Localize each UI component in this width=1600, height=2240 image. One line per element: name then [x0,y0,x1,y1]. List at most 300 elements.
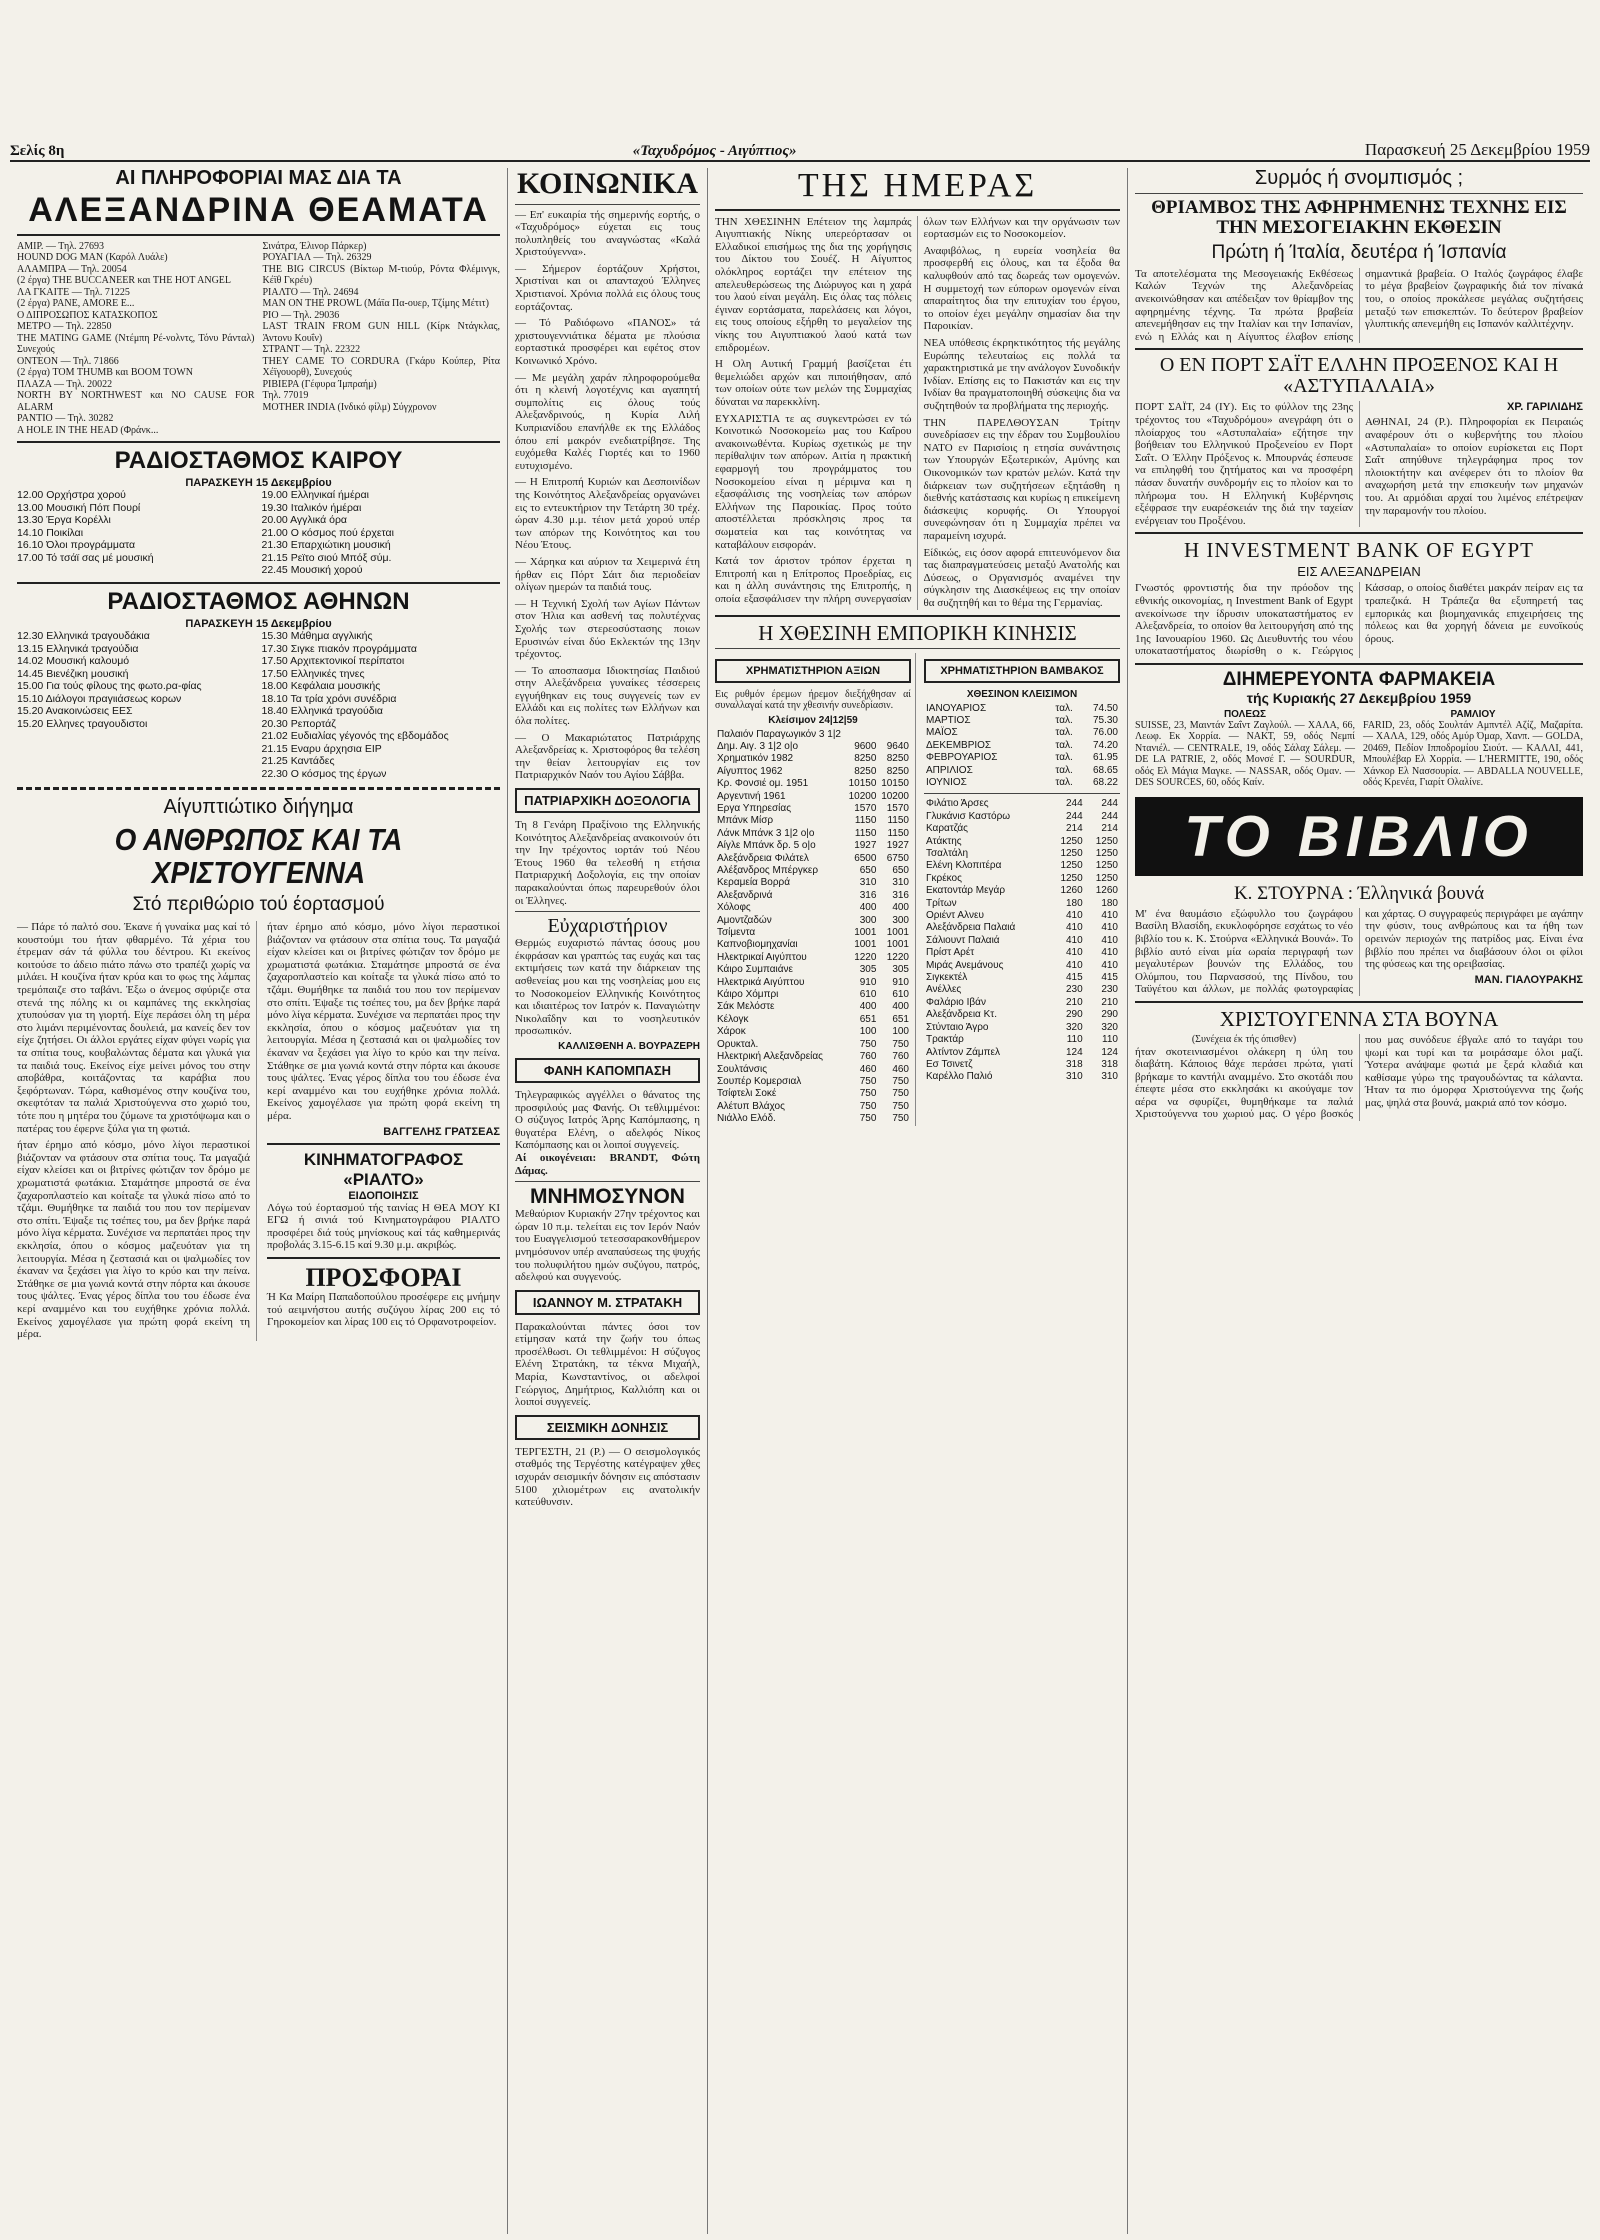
book-body [1135,908,1583,996]
art-body [1135,268,1583,344]
divider [1135,1001,1583,1003]
price-value-cell: 244 [1101,810,1118,822]
price-value-cell: 61.95 [1092,752,1118,764]
price-value-cell: 300 [892,914,909,926]
table-row [715,952,911,964]
table-row [715,1039,911,1051]
pharmacy-col-2 [1363,709,1583,789]
radio-athens-day: ΠΑΡΑΣΚΕΥΗ 15 Δεκεμβρίου [185,618,332,631]
price-name-cell: Αλτίντον Ζάμπελ [926,1046,1000,1058]
divider [715,648,1120,649]
price-name-cell: Αίγλε Μπάνκ δρ. 5 ο|ο [717,840,816,852]
price-value-cell: 1150 [887,827,909,839]
divider [267,1143,500,1145]
story-col-b [267,921,500,1341]
price-value-cell: 651 [859,1013,877,1025]
price-value-cell: 750 [892,1075,909,1087]
radio-entry: 19.00 Ελληνικαί ήμέραι [261,489,370,502]
table-row [924,765,1120,777]
doxology-text: Τη 8 Γενάρη Πραξίνοιο της Ελληνικής Κοινότητος Αλεξανδρείας ανακοινούν ότι την Ιην τρέχοντος ιορτάν τού Νέου Έτους 1960 θα τελεσθή η ετήσια Πατριαρχική Δοξολογία, εις την οποίαν παρακαλούνται όπως παρευρεθούν όλοι οι Έλληνες. [515,819,700,907]
divider [1135,532,1583,534]
radio-entry: 16.10 Όλοι προγράμματα [17,539,136,552]
price-name-cell: Αλεξάνδρεια Κτ. [926,1009,998,1021]
table-row [715,828,911,840]
radio-entry: 12.00 Ορχήστρα χορού [17,489,126,502]
offers-title: ΠΡΟΣΦΟΡΑΙ [305,1262,462,1292]
price-value-cell: 68.22 [1092,776,1118,788]
stock-section [715,653,916,1126]
price-value-cell: 410 [1101,910,1118,922]
art-subtitle: Πρώτη ή Ίταλία, δευτέρα ή Ίσπανία [1211,241,1507,263]
cinema-entry: ΡΟΥΑΓΙΑΛ — Τηλ. 26329 [262,252,372,264]
column-1 [10,168,508,2234]
price-value-cell: ταλ. [1055,776,1073,788]
price-value-cell: 750 [859,1100,877,1112]
social-title: ΚΟΙΝΩΝΙΚΑ [516,168,699,200]
table-row [715,977,911,989]
radio-entry: 13.00 Μουσική Πόπ Πουρί [17,501,141,514]
market-title: Η ΧΘΕΣΙΝΗ ΕΜΠΟΡΙΚΗ ΚΙΝΗΣΙΣ [758,620,1077,645]
table-row [715,1076,911,1088]
price-value-cell: 1150 [854,815,877,827]
divider [715,209,1120,211]
cinema-listing [17,241,500,437]
price-value-cell: 760 [892,1051,909,1063]
price-value-cell: 290 [1101,1009,1118,1021]
table-row [715,902,911,914]
table-row [715,1051,911,1063]
price-name-cell: Πρίστ Αρέτ [926,947,975,959]
radio-entry: 18.00 Κεφάλαια μουσικής [261,680,381,693]
price-value-cell: 310 [892,877,909,889]
price-value-cell: ταλ. [1055,764,1073,776]
table-row [715,815,911,827]
radio-entry: 20.30 Ρεπορτάζ [261,717,336,730]
cinema-entry: LAST TRAIN FROM GUN HILL (Κίρκ Ντάγκλας, Άντονυ Κουΐν) [262,321,500,344]
cinema-notice-sub: ΕΙΔΟΠΟΙΗΣΙΣ [348,1189,419,1202]
radio-entry: 13.15 Ελληνικά τραγούδια [17,642,139,655]
price-value-cell: 750 [892,1038,909,1050]
table-row [715,1026,911,1038]
cinema-entry: ΠΛΑΖΑ — Τηλ. 20022 [17,378,113,390]
radio-entry: 15.30 Μάθημα αγγλικής [261,630,373,643]
cinema-list-right [263,241,501,437]
divider [17,582,500,584]
table-row [715,741,911,753]
cinema-entry: ΡΙΒΙΕΡΑ (Γέφυρα Ίμπραήμ) [262,378,377,390]
book-signature: ΜΑΝ. ΓΙΑΛΟΥΡΑΚΗΣ [1474,973,1583,986]
price-value-cell: 180 [1066,897,1083,909]
price-value-cell: 180 [1101,897,1118,909]
masthead [10,132,1590,162]
price-name-cell: Οριέντ Αλνευ [926,910,984,922]
radio-entry: 15.20 Ανακοινώσεις ΕΕΣ [17,705,133,718]
price-name-cell: Αλεξάνδρεια Φιλάτελ [717,852,809,864]
price-value-cell: 230 [1066,984,1083,996]
price-value-cell: 100 [859,1026,877,1038]
price-name-cell: Καρέλλο Παλιό [926,1071,993,1083]
stock-date: Κλείσιμον 24|12|59 [768,714,858,726]
price-name-cell: Τσίμεντα [717,927,756,939]
cinema-entry: ΛΑ ΓΚΑΙΤΕ — Τηλ. 71225 [17,286,130,298]
divider [17,441,500,443]
book-text: Μ' ένα θαυμάσιο εξώφυλλο του ζωγράφου Βασίλη Βλασίδη, εκυκλοφόρησε εσχάτως το νέο βιβλίο του κ. Κ. Στούρνα «Ελληνικά Βουνά». Το βιβλίο αυτό είναι μία ωραία περιγραφή των μεγαλυτέρων βουνών της Ελλάδος, του Ολύμπου, του Παρνασσού, της Πίνδου, του Ταϋγέτου και άλλων, με πολλάς φωτογραφίας και χάρτας. Ο συγγραφεύς περιγράφει με αγάπην την φύσιν, τους ανθρώπους και τα ήθη των ορεινών περιοχών της πατρίδος μας. Είναι ένα βιβλίο που πρέπει να διαβάσουν όλοι οι φίλοι της φύσεως και της ορειβασίας. [1135,907,1583,996]
seismic-title: ΣΕΙΣΜΙΚΗ ΔΟΝΗΣΙΣ [515,1415,700,1440]
column-4 [1128,168,1590,2234]
radio-entry: 14.45 Βιενέζικη μουσική [17,667,129,680]
table-row [924,935,1120,947]
price-value-cell: 75.30 [1092,714,1118,726]
table-row [924,811,1120,823]
price-name-cell: Φιλάτιο Άρσες [926,798,989,810]
table-row [924,873,1120,885]
radio-entry: 20.00 Αγγλικά όρα [261,514,348,527]
price-value-cell: 1220 [886,951,909,963]
story-col-a [17,921,257,1341]
price-name-cell: Λάνκ Μπάνκ 3 1|2 ο|ο [717,827,815,839]
table-row [924,727,1120,739]
table-row [715,840,911,852]
cinema-entry: THE BIG CIRCUS (Βίκτωρ Μ-τιούρ, Ρόντα Φλέμινγκ, Κέϊθ Γκρέυ) [262,263,500,287]
price-value-cell: 651 [892,1013,909,1025]
of-the-day-body [715,216,1120,610]
price-value-cell: 750 [892,1113,909,1125]
divider [267,1257,500,1259]
price-value-cell: 230 [1101,984,1118,996]
memorial-name: ΙΩΑΝΝΟΥ Μ. ΣΤΡΑΤΑΚΗ [515,1290,700,1315]
price-value-cell: 1001 [886,939,909,951]
price-value-cell: 460 [892,1063,909,1075]
price-name-cell: Μπάνκ Μίσρ [717,815,774,827]
price-name-cell: Τρίτων [926,897,957,909]
price-value-cell: 8250 [854,753,877,765]
cinema-entry: (2 έργα) THE BUCCANEER και THE HOT ANGEL [17,275,232,287]
price-name-cell: Γλυκάνισ Καστόρω [926,810,1011,822]
table-row [924,836,1120,848]
price-name-cell: Αργεντινή 1961 [717,790,786,802]
price-value-cell: 1250 [1095,860,1118,872]
cinema-entry: THEY CAME TO CORDURA (Γκάρυ Κούπερ, Ρίτα Χέϊγουορθ), Συνεχούς [262,355,500,379]
price-name-cell: Ηλεκτρική Αλεξανδρείας [717,1051,823,1063]
price-value-cell: 305 [892,964,909,976]
radio-entry: 18.10 Τα τρία χρόνι συνέδρια [261,692,397,705]
price-name-cell: Γκρέκος [926,872,962,884]
radio-cairo-day: ΠΑΡΑΣΚΕΥΗ 15 Δεκεμβρίου [185,477,332,490]
price-value-cell: ταλ. [1055,714,1073,726]
price-value-cell: 6500 [854,852,877,864]
radio-entry: 22.45 Μουσική χορού [261,564,363,577]
price-value-cell: 1570 [854,802,877,814]
price-value-cell: 1250 [1060,860,1083,872]
cotton-section [924,653,1120,1126]
price-name-cell: Αλεξάνδρεια Παλαιά [926,922,1016,934]
price-value-cell: 316 [859,889,877,901]
greek-consul-signature: ΧΡ. ΓΑΡΙΛΙΔΗΣ [1507,401,1583,414]
social-text-4: — Με μεγάλη χαράν πληροφορούμεθα ότι η κλεινή λογοτέχνις και αγαπητή συμπολίτις εις όλους τούς Αλεξανδρινούς, η Κυρία Λιλή Κυπριανίδου επανήλθε εκ της Ελλάδος όπου επί μακρόν ενεδιατρίβησε. Της ευχόμεθα Καλές Γιορτές και το 1960 ευτυχισμένο. [515,371,700,472]
radio-cairo-right [262,489,501,577]
divider [1135,193,1583,194]
price-value-cell: 750 [859,1038,877,1050]
radio-entry: 17.50 Ελληνικές τηνες [261,667,365,680]
radio-cairo-schedule [17,489,500,577]
radio-entry: 21.15 Εναρυ άρχησια EIP [261,742,382,755]
thanks-text: Θερμώς ευχαριστώ πάντας όσους μου έκφράσαν και γραπτώς τας ευχάς και τας εκτιμήσεις των κατά την διάρκειαν της ασθενείας μου και της νοσηλείας μου εις το Νοσοκομείον Ελληνικής Κοινότητος και ιδιαιτέρως τον Ιατρόν κ. Παναγιώτην Νικολαΐδην και το νοσηλευτικόν προσωπικόν. [515,937,700,1038]
table-row [715,766,911,778]
price-value-cell: 1250 [1060,848,1083,860]
radio-entry: 21.25 Καντάδες [261,755,335,768]
radio-athens-right [262,630,501,780]
story-body [17,921,500,1341]
stock-title: ΧΡΗΜΑΤΙΣΤΗΡΙΟΝ ΑΞΙΩΝ [715,659,911,683]
radio-entry: 13.30 Έργα Κορέλλι [17,514,111,527]
seismic-text: ΤΕΡΓΕΣΤΗ, 21 (Ρ.) — Ο σεισμολογικός σταθμός της Τεργέστης κατέγραψεν χθες ισχυράν σεισμικήν δόνησιν εις απόστασιν 5100 χιλιομέτρων εις ανατολικήν κατεύθυνσιν. [515,1445,701,1509]
day-text-6: ΝΕΑ υπόθεσις έκρηκτικότητος τής μεγάλης Ευρώπης τελευταίως εις πολλά τα χαρακτηριστικά με την ανάλογον Συνοδικήν Ινδίαν. Επίσης εις το Πακιστάν και εις την Ινδίαν θα πραγματοποιηθή σύσκεψις δια να συζητηθούν τα προβλήματα της περιοχής. [923,337,1120,412]
price-value-cell: 244 [1066,810,1083,822]
table-row [924,752,1120,764]
price-value-cell: 400 [859,1001,877,1013]
price-name-cell: Ηλεκτρικαί Αιγύπτου [717,951,807,963]
death-notice-signature: Αί οικογένειαι: BRANDT, Φώτη Δάμας. [515,1151,700,1177]
story-signature: ΒΑΓΓΕΛΗΣ ΓΡΑΤΣΕΑΣ [383,1125,500,1138]
death-notice-title: ΦΑΝΗ ΚΑΠΟΜΠΑΣΗ [515,1058,700,1083]
price-value-cell: 320 [1066,1021,1083,1033]
price-value-cell: 210 [1101,996,1118,1008]
price-value-cell: 1250 [1095,835,1118,847]
table-row [924,715,1120,727]
cinema-notice-title: ΚΙΝΗΜΑΤΟΓΡΑΦΟΣ «ΡΙΑΛΤΟ» [303,1149,464,1189]
price-name-cell: Αίγυπτος 1962 [717,765,783,777]
xmas-body [1135,1034,1583,1121]
price-value-cell: 750 [859,1113,877,1125]
athens-text: ΑΘΗΝΑΙ, 24 (Ρ.). Πληροφορίαι εκ Πειραιώς αναφέρουν ότι ο κυβερνήτης του πλοίου «Αστυπαλαία» το οποίον ευρίσκεται εις Πορτ Σαΐτ απηύθυνε τηλεγράφημα προς τον πλοιοκτήτην και ανέφερεν ότι το πλοίον θα αναχωρήση μετά την επισκευήν των μηχανών του. Αι αρμόδιαι αρχαί του λιμένος επέτρεψαν την παραμονήν του πλοίου. [1365,416,1583,517]
price-name-cell: Ηλεκτρικά Αιγύπτου [717,976,805,988]
cinema-entry: NORTH BY NORTHWEST και NO CAUSE FOR ALARM [17,390,255,413]
radio-entry: 21.02 Ευδιαλίας γέγονός της εβδομάδος [261,730,449,743]
cotton-table [924,703,1120,790]
price-value-cell: 1250 [1095,848,1118,860]
divider [17,234,500,236]
pharmacy-sub: τής Κυριακής 27 Δεκεμβρίου 1959 [1246,689,1472,706]
xmas-text: ήταν σκοτεινιασμένοι ολάκερη η ύλη του διαβάτη. Κάποιος θάχε περάσει πρώτα, γιατί βρήκαμε το καντήλι αναμμένο. Στο σκοτάδι που έπεφτε μέσα στο εκκλησάκι κι ακούγαμε τον αέρα να σφυρίζει, θυμηθήκαμε τα παλιά Χριστούγεννα του χωριού μας. Ο γέρο βοσκός που μας συνόδευε έβγαλε από το ταγάρι του ψωμί και τυρί και τα μοιράσαμε όλοι μαζί. Ύστερα ανάψαμε φωτιά με ξερά κλαδιά και καθίσαμε γύρω της τραγουδώντας τα κάλαντα. Ήταν τα πιο όμορφα Χριστούγεννα της ζωής μας, ψηλά στα βουνά, μακριά από τον κόσμο. [1135,1034,1583,1121]
cinema-entry: ΡΙΑΛΤΟ — Τηλ. 24694 [262,286,359,298]
price-value-cell: 1001 [886,927,909,939]
divider [515,911,700,912]
pharmacy-col1-text: SUISSE, 23, Μαιντάν Σαΐντ Ζαγλούλ. — ΧΑΛΑ, 66, Λεωφ. Εκ Χορρία. — ΝΑΚΤ, 59, οδός Νεμπί Ντανιέλ. — CENTRALE, 19, οδός Σάλαχ Σάλεμ. — DE LA PATRIE, 2, οδός Μονσέ Γ. — SOURDUR, οδός Ελ Μάγια Μαγκε. — NASSAR, οδός Ομαν. — DES SOURCES, 60, οδός Καίν. [1135,719,1355,789]
divider [924,793,1120,794]
price-value-cell: 9640 [886,740,909,752]
table-row [924,898,1120,910]
bank-body [1135,582,1583,658]
price-value-cell: 10150 [848,778,877,790]
price-value-cell: 310 [1101,1071,1118,1083]
price-value-cell [846,729,879,741]
info-big-title: ΑΛΕΞΑΝΔΡΙΝΑ ΘΕΑΜΑΤΑ [28,191,489,229]
offers-text: Ή Κα Μαίρη Παπαδοπούλου προσέφερε εις μνήμην τού αειμνήστου αυτής συζύγου λίρας 200 εις τό Γηροκομείον και λίρας 100 εις τό Ορφανοτροφείον. [267,1291,500,1329]
price-name-cell: Εκατοντάρ Μεγάρ [926,885,1006,897]
price-name-cell: Παλαιόν Παραγωγικόν 3 1|2 [717,728,841,740]
table-row [715,1113,911,1125]
price-name-cell: Αλέξανδρος Μπέργκερ [717,865,819,877]
radio-entry: 18.40 Ελληνικά τραγούδια [261,705,383,718]
price-value-cell: 8250 [886,753,909,765]
price-value-cell: 1927 [854,840,877,852]
price-value-cell: 6750 [886,852,909,864]
column-3 [708,168,1128,2234]
table-row [715,890,911,902]
price-value-cell: 10200 [848,790,877,802]
doxology-title: ΠΑΤΡΙΑΡΧΙΚΗ ΔΟΞΟΛΟΓΙΑ [515,788,700,813]
cinema-entry: ΜΕΤΡΟ — Τηλ. 22850 [17,321,112,333]
fashion-title: Συρμός ή σνομπισμός ; [1254,168,1464,189]
radio-entry: 17.00 Τό τσάϊ σας μέ μουσική [17,551,154,564]
price-name-cell: Καπνοβιομηχανίαι [717,939,798,951]
price-name-cell: Νιάλλο Ελόδ. [717,1113,776,1125]
stock-table [715,729,911,1126]
radio-entry: 22.30 Ο κόσμος της έργων [261,767,387,780]
price-value-cell: 750 [892,1100,909,1112]
radio-entry: 14.02 Μουσική καλουμό [17,655,130,668]
cinema-entry: ΟΝΤΕΟΝ — Τηλ. 71866 [17,355,119,367]
price-name-cell: Σουλτάνσις [717,1063,768,1075]
table-row [715,927,911,939]
cinema-entry: ΑΛΑΜΠΡΑ — Τηλ. 20054 [17,263,127,275]
price-value-cell: 74.50 [1092,702,1118,714]
story-title: Ο ΑΝΘΡΩΠΟΣ ΚΑΙ ΤΑ ΧΡΙΣΤΟΥΓΕΝΝΑ [114,822,403,890]
memorial-title: ΜΝΗΜΟΣΥΝΟΝ [530,1185,685,1209]
price-value-cell: 410 [1066,910,1083,922]
price-value-cell: 410 [1066,947,1083,959]
table-row [715,1101,911,1113]
price-name-cell: Φαλάριο Ιβάν [926,996,986,1008]
table-row [715,865,911,877]
pharmacy-title: ΔΙΗΜΕΡΕΥΟΝΤΑ ΦΑΡΜΑΚΕΙΑ [1222,668,1496,690]
price-value-cell: 316 [892,889,909,901]
price-value-cell: 1150 [887,815,909,827]
price-value-cell: ταλ. [1055,727,1073,739]
price-name-cell: Κάιρο Χόμπρι [717,989,779,1001]
day-text-3: ΕΥΧΑΡΙΣΤΙΑ τε ας συγκεντρώσει εν τώ Κοινοτικώ Νοσοκομείω μας του Καΐρου ανακοινωθέντα. Κυρίως σχετικώς με την περίθαλψιν των απόρων. Αιτία η πρακτική εφαρμογή του προγράμματος του Νοσοκομείου είναι η μέριμνα και η εξασφάλισις της νοσηλείας των απόρων Ελλήνων της Παροικίας. Προς τούτο αποστέλλεται πρόσκλησις προς τα σωματεία και τας κοινότητας να καταβάλουν εισφοράν. [715,412,912,551]
thanks-signature: ΚΑΛΛΙΣΘΕΝΗ Α. ΒΟΥΡΑΖΕΡΗ [558,1040,700,1052]
pharmacy-col2-head: ΡΑΜΛΙΟΥ [1450,708,1496,720]
divider [17,787,500,790]
price-value-cell [878,729,911,741]
day-text-2: Η Ολη Αυτική Γραμμή βασίζεται έτι θεμελιώδει αρχών και πιποιήθησαν, από των οποίων ούτε των μελών της Συμμαχίας δύναται να παρεκκλίνη. [715,358,912,408]
price-value-cell: 1150 [854,827,877,839]
table-row [924,947,1120,959]
price-name-cell: Αμοντζαδών [717,914,772,926]
price-value-cell: 74.20 [1092,739,1118,751]
radio-athens-schedule [17,630,500,780]
table-row [715,1088,911,1100]
info-title: ΑΙ ΠΛΗΡΟΦΟΡΙΑΙ ΜΑΣ ΔΙΑ ΤΑ [115,168,402,189]
price-value-cell: 1260 [1095,885,1118,897]
price-value-cell: 400 [859,902,877,914]
price-name-cell: Ελένη Κλοπιτέρα [926,860,1002,872]
divider [515,1181,700,1182]
greek-consul-title: Ο ΕΝ ΠΟΡΤ ΣΑΪΤ ΕΛΛΗΝ ΠΡΟΞΕΝΟΣ ΚΑΙ Η «ΑΣΤΥΠΑΛΑΙΑ» [1159,354,1559,398]
price-value-cell: 214 [1101,823,1118,835]
book-title: Κ. ΣΤΟΥΡΝΑ : Έλληνικά βουνά [1233,882,1485,904]
price-value-cell: 8250 [886,765,909,777]
cinema-entry: ΡΙΟ — Τηλ. 29036 [262,309,340,321]
greek-consul-text: ΠΟΡΤ ΣΑΪΤ, 24 (ΙΥ). Εις το φύλλον της 23ης τρέχοντος του «Ταχυδρόμου» ανεγράφη ότι ο πλοίαρχος του «Αστυπαλαία» εζήτησε την βοήθειαν του Ελληνικού Προξενείου εν Πορτ Σαΐτ. Ο Έλλην Πρόξενος κ. Μπουρνάς έσπευσε να επιληφθή του ζητήματος και να προσφέρη πάσαν δυνατήν συνδρομήν εις το πλοίον και το πλήρωμα του. Η Ελληνική Κυβέρνησις εξέφρασε την ευαρέσκειάν της διά την ταχείαν ενέργειαν του Προξένου. [1135,401,1353,527]
price-name-cell: Τσίφτελι Σοκέ [717,1088,777,1100]
art-title: ΘΡΙΑΜΒΟΣ ΤΗΣ ΑΦΗΡΗΜΕΝΗΣ ΤΕΧΝΗΣ ΕΙΣ ΤΗΝ ΜΕΣΟΓΕΙΑΚΗΝ ΕΚΘΕΣΙΝ [1151,197,1567,238]
price-value-cell: 300 [859,914,877,926]
price-name-cell: Σάλιουντ Παλαιά [926,934,1000,946]
price-name-cell: Σουπέρ Κομερσιαλ [717,1075,802,1087]
social-text-9: — Ο Μακαριώτατος Πατριάρχης Αλεξανδρείας κ. Χριστοφόρος θα τελέση την θείαν λειτουργίαν εις τον Πατριαρχικόν Ναόν του Αγίου Σάββα. [515,731,700,782]
price-name-cell: Χόλοφς [717,902,751,914]
of-the-day-title: ΤΗΣ ΗΜΕΡΑΣ [797,168,1038,204]
art-text: Τα αποτελέσματα της Μεσογειακής Εκθέσεως Καλών Τεχνών της Αλεξανδρείας ανεκοινώθησαν και απέδειξαν τον θρίαμβον της αφηρημένης τέχνης. Τα πρώτα βραβεία απενεμήθησαν εις την Ιταλίαν και την Ισπανίαν, ενώ η Ελλάς και η Αίγυπτος έλαβον επίσης σημαντικά βραβεία. Ο Ιταλός ζωγράφος έλαβε το μέγα βραβείον ζωγραφικής διά τον πίνακά του, ο οποίος προκάλεσε μεγάλας συζητήσεις μεταξύ των επισκεπτών. Το δεύτερον βραβείον γλυπτικής απενεμήθη εις Ισπανόν καλλιτέχνην. [1135,267,1583,343]
bank-title: Η INVESTMENT BANK OF EGYPT [1184,538,1534,563]
price-value-cell: 410 [1066,934,1083,946]
divider [1135,348,1583,350]
radio-entry: 21.15 Ρεϊτο σιού Μπόξ σύμ. [261,551,392,564]
radio-cairo-left [17,489,256,577]
price-value-cell: 410 [1101,922,1118,934]
pharmacy-body [1135,709,1583,789]
stock-intro: Εις ρυθμόν έρεμων ήρεμον διεξήχθησαν αί συναλλαγαί κατά την χθεσινήν συνεδρίασιν. [715,688,911,712]
price-value-cell: 1250 [1095,872,1118,884]
xmas-title: ΧΡΙΣΤΟΥΓΕΝΝΑ ΣΤΑ ΒΟΥΝΑ [1219,1006,1499,1031]
cotton-head: ΧΘΕΣΙΝΟΝ ΚΛΕΙΣΙΜΟΝ [966,688,1078,700]
table-row [924,960,1120,972]
price-value-cell: 1260 [1060,885,1083,897]
price-value-cell: 68.65 [1092,764,1118,776]
radio-cairo-title: ΡΑΔΙΟΣΤΑΘΜΟΣ ΚΑΙΡΟΥ [114,447,403,475]
price-value-cell: 305 [859,964,877,976]
price-name-cell: Εργα Υπηρεσίας [717,802,792,814]
price-name-cell: ΙΟΥΝΙΟΣ [926,776,967,788]
page-label: Σελίς 8η [10,143,65,159]
story-text-b: ήταν έρημο από κόσμο, μόνο λίγοι περαστικοί βιάζονταν να φτάσουν στα σπίτια τους. Τα μαγαζιά είχαν κλείσει και οι βιτρίνες φώτιζαν τον δρόμο με χρωματιστά φωτάκια. Σταμάτησε μπροστά σε ένα ζαχαροπλαστείο και κοίταξε τα γλυκά πίσω από το τζάμι. Θυμήθηκε τα παιδιά του που τον περίμεναν στο σπίτι. Έψαξε τις τσέπες του, μα δεν βρήκε παρά μόνο λίγα κέρματα. Συνέχισε να περπατάει προς την εκκλησία, όπου ο κόσμος μαζευόταν για τη λειτουργία. Μέσα η ζεστασιά και οι ψαλμωδίες τον έκαναν να ξεχάσει για λίγο το κρύο και την πείνα. Στάθηκε σε μια γωνιά κοντά στην πόρτα και άκουσε τους ψάλτες. Ένας γέρος δίπλα του του έδωσε ένα κερί αναμμένο και του ευχήθηκε χρόνια πολλά. Εκείνος χαμογέλασε για πρώτη φορά εκείνη τη μέρα. [267,921,500,1122]
price-value-cell: 124 [1101,1046,1118,1058]
divider [1135,663,1583,665]
paper-name: «Ταχυδρόμος - Αιγύπτιος» [632,143,797,159]
table-row [924,860,1120,872]
radio-entry: 15.00 Για τούς φίλους της φωτο.ρα-φίας [17,680,202,693]
radio-athens-left [17,630,256,780]
price-value-cell: 1250 [1060,872,1083,884]
xmas-sub: (Συνέχεια έκ τής όπισθεν) [1191,1034,1297,1045]
table-row [924,777,1120,789]
story-kicker: Αίγυπτιώτικο διήγημα [163,796,354,819]
radio-entry: 12.30 Ελληνικά τραγουδάκια [17,630,150,643]
radio-entry: 14.10 Ποικίλαι [17,526,84,539]
table-row [924,922,1120,934]
day-text-4: Κατά τον άριστον τρόπον έρχεται η Επιτροπή και η Επίτροπος Προεδρίας, εις και η άλλη συνάντησις της Επιτροπής, η οποία εξασφάλισεν την πλήρη συνεργασίαν όλων των Ελλήνων και την οργάνωσιν των εορτασμών εις το Νοσοκομείον. [715,215,1120,605]
price-value-cell: 100 [892,1026,909,1038]
price-value-cell: 9600 [854,740,877,752]
price-value-cell: 610 [859,989,877,1001]
price-name-cell: Δημ. Αιγ. 3 1|2 ο|ο [717,740,799,752]
price-name-cell: Σάκ Μελόστε [717,1001,775,1013]
price-value-cell: 415 [1066,972,1083,984]
table-row [715,989,911,1001]
day-text-8: Είδικώς, εις όσον αφορά επιτευνόμενον δια τας διαπραγματεύσεις μεταξύ Ανατολής και Δύσεως, ο Οργανισμός αναμένει την σύγκλησιν της Διασκέψεως εις την οποίαν θα συζητηθή και το θέμα της Γερμανίας. [923,546,1120,609]
radio-entry: 17.30 Σιγκε πιακόν προγράμματα [261,642,417,655]
social-text-3: — Τό Ραδιόφωνο «ΠΑΝΟΣ» τά χριστουγεννιάτικα δέματα με πλούσια εορταστικά προσφέρει και εφέτος στον Κοινωνικό Χρόνο. [515,317,700,368]
price-value-cell: 415 [1101,972,1118,984]
column-2 [508,168,708,2234]
table-row [715,939,911,951]
social-text-2: — Σήμερον έορτάζουν Χρήστοι, Χριστίναι και οι απανταχού Έλληνες Χριστιανοί. Χρόνια πολλά εις όλους τους εορτάζοντας. [515,262,700,313]
price-value-cell: 210 [1066,996,1083,1008]
bank-sub: ΕΙΣ ΑΛΕΞΑΝΔΡΕΙΑΝ [1297,564,1421,580]
market-tables [715,653,1120,1126]
